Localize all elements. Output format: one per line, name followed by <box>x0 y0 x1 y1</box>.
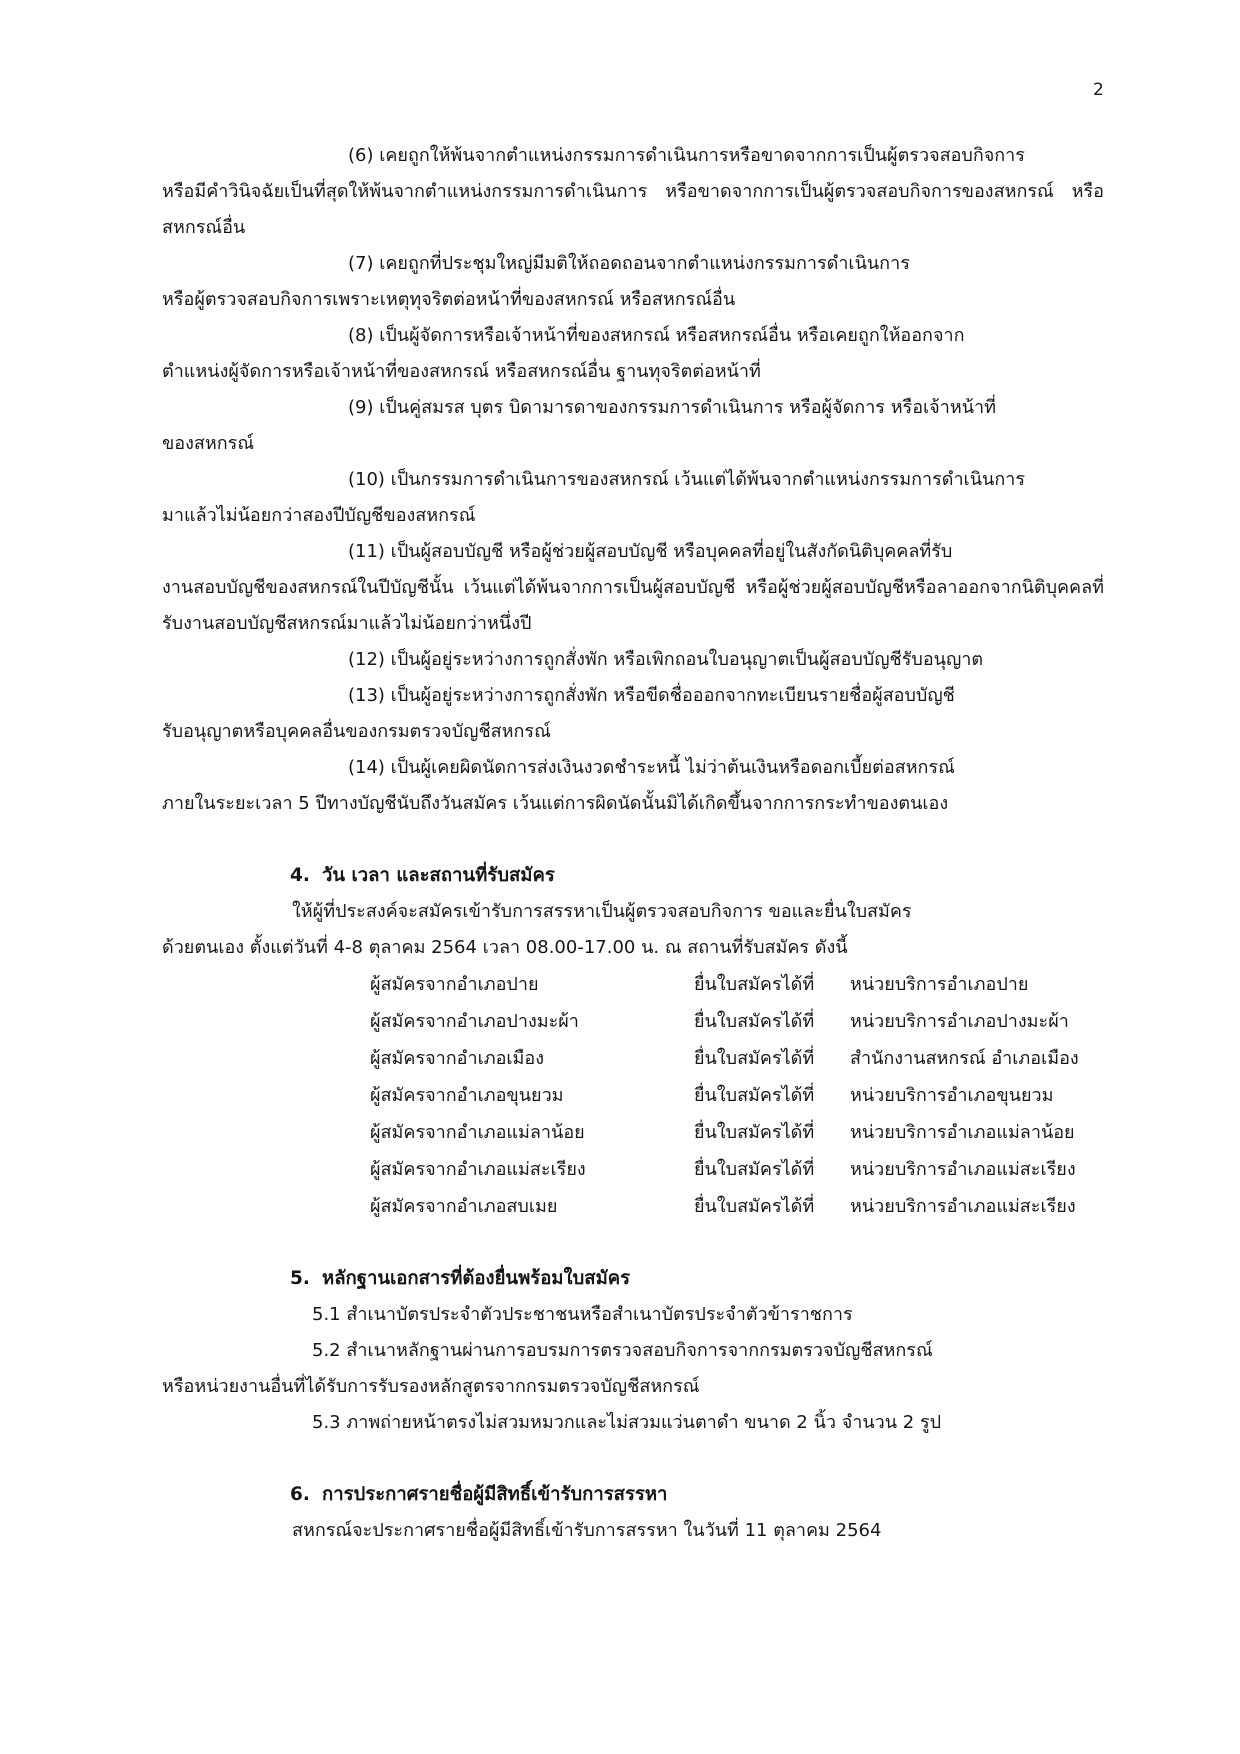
section-4-intro <box>162 894 1104 966</box>
condition-11-continuation: งานสอบบัญชีของสหกรณ์ในปีบัญชีนั้น เว้นแต่ได้พ้นจากการเป็นผู้สอบบัญชี หรือผู้ช่วยผู้สอบบัญชีหรือลาออกจากนิติบุคคลที่รับงานสอบบัญชีสหกรณ์มาแล้วไม่น้อยกว่าหนึ่งปี <box>162 577 1104 634</box>
condition-6-continuation: หรือมีคำวินิจฉัยเป็นที่สุดให้พ้นจากตำแหน่งกรรมการดำเนินการ หรือขาดจากการเป็นผู้ตรวจสอบกิจการของสหกรณ์ หรือสหกรณ์อื่น <box>162 181 1104 238</box>
document-item-5-3: 5.3 ภาพถ่ายหน้าตรงไม่สวมหมวกและไม่สวมแว่นตาดำ ขนาด 2 นิ้ว จำนวน 2 รูป <box>312 1412 942 1433</box>
condition-10-first-line: (10) เป็นกรรมการดำเนินการของสหกรณ์ เว้นแต่ได้พ้นจากตำแหน่งกรรมการดำเนินการ <box>348 469 1025 490</box>
site-applicant: ผู้สมัครจากอำเภอแม่สะเรียง <box>370 1159 586 1180</box>
site-place: หน่วยบริการอำเภอปางมะผ้า <box>850 1011 1069 1032</box>
document-item-5-2-continuation: หรือหน่วยงานอื่นที่ได้รับการรับรองหลักสูตรจากกรมตรวจบัญชีสหกรณ์ <box>162 1376 700 1397</box>
section-6-heading <box>162 1477 1104 1513</box>
section-4-title: วัน เวลา และสถานที่รับสมัคร <box>322 865 555 886</box>
condition-13-first-line: (13) เป็นผู้อยู่ระหว่างการถูกสั่งพัก หรือขีดชื่อออกจากทะเบียนรายชื่อผู้สอบบัญชี <box>348 685 955 706</box>
section-5-number: 5. <box>290 1268 310 1289</box>
condition-9-continuation: ของสหกรณ์ <box>162 433 255 454</box>
condition-14-first-line: (14) เป็นผู้เคยผิดนัดการส่งเงินงวดชำระหนี้ ไม่ว่าต้นเงินหรือดอกเบี้ยต่อสหกรณ์ <box>348 757 955 778</box>
document-item-5-2-first-line: 5.2 สำเนาหลักฐานผ่านการอบรมการตรวจสอบกิจการจากกรมตรวจบัญชีสหกรณ์ <box>312 1340 933 1361</box>
condition-13 <box>162 678 1104 750</box>
site-action: ยื่นใบสมัครได้ที่ <box>694 1048 815 1069</box>
condition-10 <box>162 462 1104 534</box>
condition-12-first-line: (12) เป็นผู้อยู่ระหว่างการถูกสั่งพัก หรือเพิกถอนใบอนุญาตเป็นผู้สอบบัญชีรับอนุญาต <box>348 649 984 670</box>
site-place: หน่วยบริการอำเภอปาย <box>850 974 1029 995</box>
condition-10-continuation: มาแล้วไม่น้อยกว่าสองปีบัญชีของสหกรณ์ <box>162 505 476 526</box>
disqualification-list <box>162 138 1104 822</box>
site-action: ยื่นใบสมัครได้ที่ <box>694 1011 815 1032</box>
site-action: ยื่นใบสมัครได้ที่ <box>694 1196 815 1217</box>
document-item-5-1: 5.1 สำเนาบัตรประจำตัวประชาชนหรือสำเนาบัตรประจำตัวข้าราชการ <box>312 1304 853 1325</box>
site-applicant: ผู้สมัครจากอำเภอขุนยวม <box>370 1085 564 1106</box>
site-applicant: ผู้สมัครจากอำเภอเมือง <box>370 1048 545 1069</box>
site-row <box>370 1114 1104 1151</box>
page-number: 2 <box>1093 80 1104 100</box>
section-5-title: หลักฐานเอกสารที่ต้องยื่นพร้อมใบสมัคร <box>322 1268 631 1289</box>
site-row <box>370 1003 1104 1040</box>
site-action: ยื่นใบสมัครได้ที่ <box>694 1122 815 1143</box>
site-action: ยื่นใบสมัครได้ที่ <box>694 974 815 995</box>
site-place: หน่วยบริการอำเภอแม่สะเรียง <box>850 1196 1076 1217</box>
site-place: หน่วยบริการอำเภอแม่สะเรียง <box>850 1159 1076 1180</box>
site-action: ยื่นใบสมัครได้ที่ <box>694 1159 815 1180</box>
section-4-number: 4. <box>290 865 310 886</box>
condition-8-first-line: (8) เป็นผู้จัดการหรือเจ้าหน้าที่ของสหกรณ์ หรือสหกรณ์อื่น หรือเคยถูกให้ออกจาก <box>348 325 965 346</box>
condition-13-continuation: รับอนุญาตหรือบุคคลอื่นของกรมตรวจบัญชีสหกรณ์ <box>162 721 551 742</box>
site-applicant: ผู้สมัครจากอำเภอสบเมย <box>370 1196 558 1217</box>
condition-8 <box>162 318 1104 390</box>
site-action: ยื่นใบสมัครได้ที่ <box>694 1085 815 1106</box>
condition-11-first-line: (11) เป็นผู้สอบบัญชี หรือผู้ช่วยผู้สอบบัญชี หรือบุคคลที่อยู่ในสังกัดนิติบุคคลที่รับ <box>348 541 953 562</box>
site-applicant: ผู้สมัครจากอำเภอแม่ลาน้อย <box>370 1122 585 1143</box>
condition-6-first-line: (6) เคยถูกให้พ้นจากตำแหน่งกรรมการดำเนินการหรือขาดจากการเป็นผู้ตรวจสอบกิจการ <box>348 145 1025 166</box>
application-sites-list <box>162 966 1104 1225</box>
site-applicant: ผู้สมัครจากอำเภอปาย <box>370 974 539 995</box>
site-row <box>370 1040 1104 1077</box>
site-place: หน่วยบริการอำเภอขุนยวม <box>850 1085 1054 1106</box>
condition-6 <box>162 138 1104 246</box>
condition-12 <box>162 642 1104 678</box>
condition-9 <box>162 390 1104 462</box>
section-5-heading <box>162 1261 1104 1297</box>
condition-7-continuation: หรือผู้ตรวจสอบกิจการเพราะเหตุทุจริตต่อหน้าที่ของสหกรณ์ หรือสหกรณ์อื่น <box>162 289 736 310</box>
site-row <box>370 1151 1104 1188</box>
section-6-text <box>162 1513 1104 1549</box>
condition-9-first-line: (9) เป็นคู่สมรส บุตร บิดามารดาของกรรมการดำเนินการ หรือผู้จัดการ หรือเจ้าหน้าที่ <box>348 397 996 418</box>
condition-14 <box>162 750 1104 822</box>
document-body <box>162 138 1104 1549</box>
site-applicant: ผู้สมัครจากอำเภอปางมะผ้า <box>370 1011 579 1032</box>
section-4-intro-continuation: ด้วยตนเอง ตั้งแต่วันที่ 4-8 ตุลาคม 2564 เวลา 08.00-17.00 น. ณ สถานที่รับสมัคร ดังนี้ <box>162 937 848 958</box>
section-4-intro-first-line: ให้ผู้ที่ประสงค์จะสมัครเข้ารับการสรรหาเป็นผู้ตรวจสอบกิจการ ขอและยื่นใบสมัคร <box>292 901 912 922</box>
site-place: หน่วยบริการอำเภอแม่ลาน้อย <box>850 1122 1075 1143</box>
announcement-date-text: สหกรณ์จะประกาศรายชื่อผู้มีสิทธิ์เข้ารับการสรรหา ในวันที่ 11 ตุลาคม 2564 <box>292 1520 882 1541</box>
condition-11 <box>162 534 1104 642</box>
condition-14-continuation: ภายในระยะเวลา 5 ปีทางบัญชีนับถึงวันสมัคร เว้นแต่การผิดนัดนั้นมิได้เกิดขึ้นจากการกระทำของตนเอง <box>162 793 949 814</box>
condition-7 <box>162 246 1104 318</box>
section-4-heading <box>162 858 1104 894</box>
condition-8-continuation: ตำแหน่งผู้จัดการหรือเจ้าหน้าที่ของสหกรณ์ หรือสหกรณ์อื่น ฐานทุจริตต่อหน้าที่ <box>162 361 761 382</box>
site-row <box>370 1188 1104 1225</box>
section-5-items <box>162 1297 1104 1441</box>
site-place: สำนักงานสหกรณ์ อำเภอเมือง <box>850 1048 1079 1069</box>
section-6-title: การประกาศรายชื่อผู้มีสิทธิ์เข้ารับการสรรหา <box>322 1484 668 1505</box>
site-row <box>370 966 1104 1003</box>
condition-7-first-line: (7) เคยถูกที่ประชุมใหญ่มีมติให้ถอดถอนจากตำแหน่งกรรมการดำเนินการ <box>348 253 910 274</box>
site-row <box>370 1077 1104 1114</box>
section-6-number: 6. <box>290 1484 310 1505</box>
